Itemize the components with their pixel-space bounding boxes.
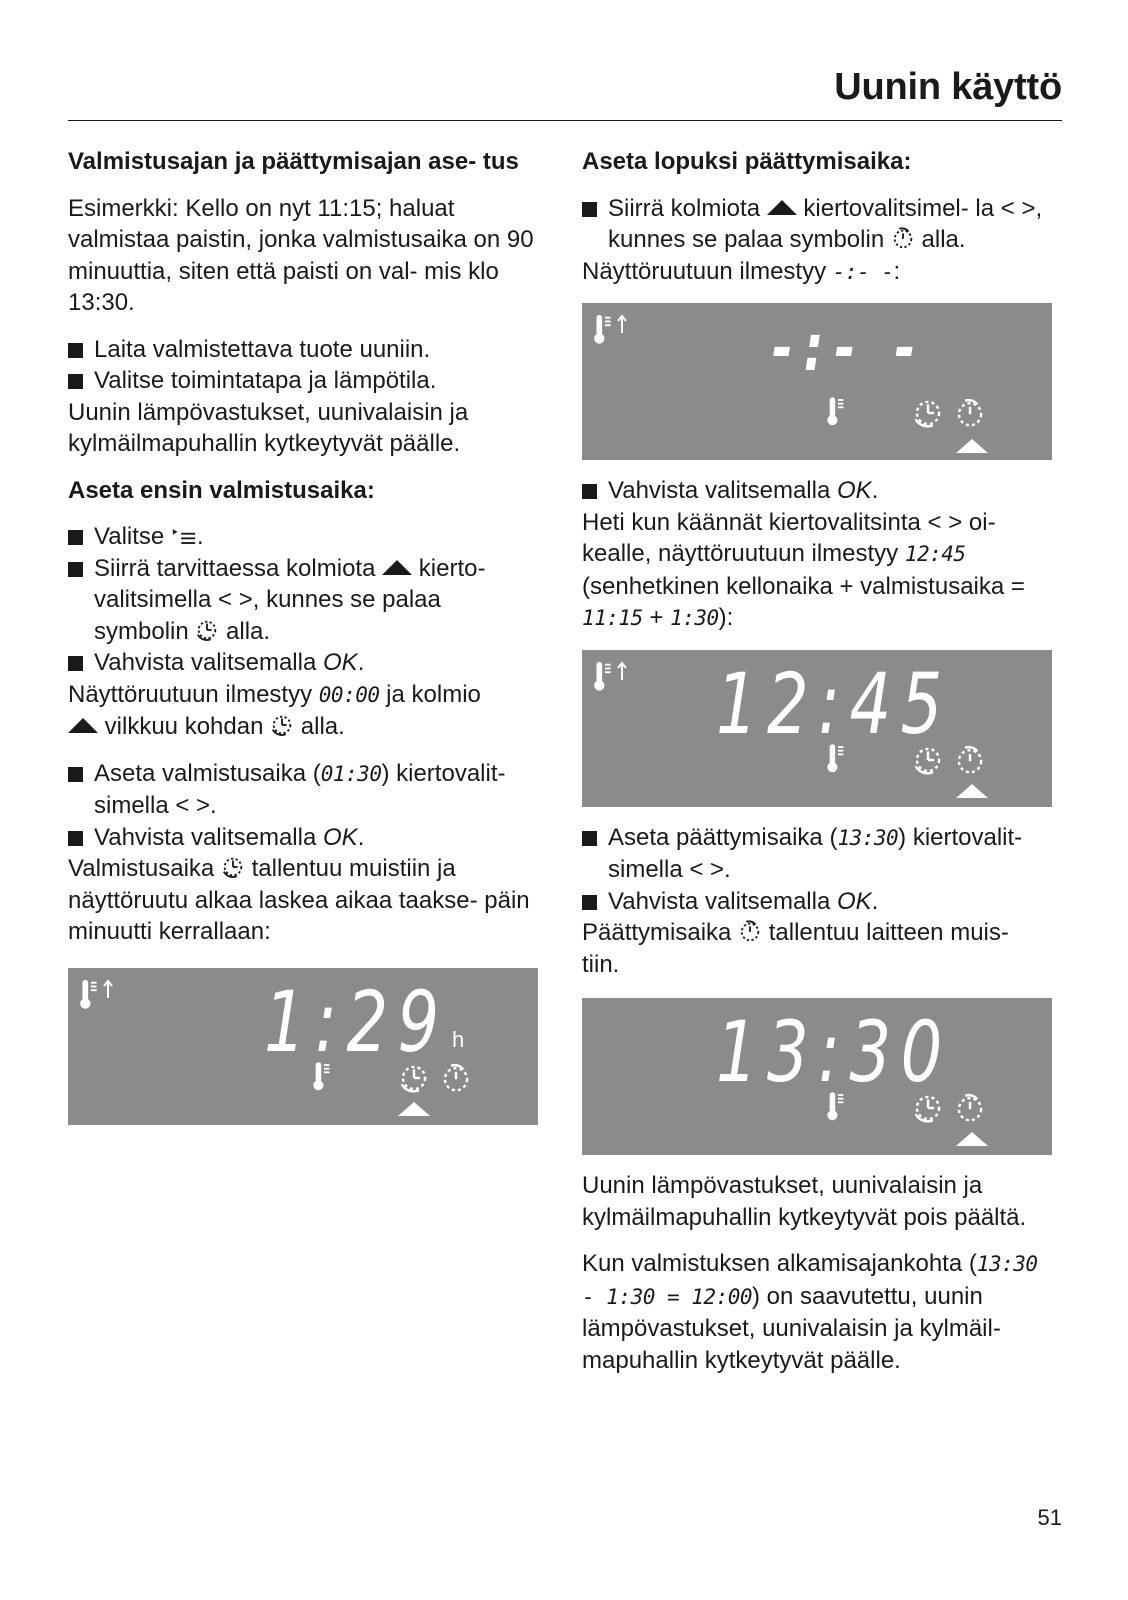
end-time-icon [738,919,762,943]
step-text: ) kiertovalit- simella < >. [608,823,1023,883]
step-text: Aseta päättymisaika ( [608,823,838,851]
display-digits: 12:45 [716,654,952,753]
example-paragraph: Esimerkki: Kello on nyt 11:15; haluat valmistaa paistin, jonka valmistusaika on 90 minuuttia, siten että paisti on val- mis klo 13:30. [68,194,534,316]
step-bullet [582,822,1052,886]
step-bullet [68,365,538,397]
heat-up-icon [592,660,628,692]
step-bullet [68,822,538,854]
triangle-icon [68,718,98,733]
info-paragraph [582,507,1052,635]
info-paragraph: Uunin lämpövastukset, uunivalaisin ja kylmäilmapuhallin kytkeytyvät päälle. [68,398,469,457]
right-column [582,146,1052,1391]
display-digits: 13:30 [716,1003,952,1101]
oven-display [68,968,538,1125]
step-text: . [357,649,365,676]
duration-icon [912,1092,944,1124]
subheading: Aseta ensin valmistusaika: [68,476,375,504]
step-text: Siirrä tarvittaessa kolmiota [94,554,376,582]
triangle-icon [382,560,412,575]
info-text: Heti kun käännät kiertovalitsinta < > oi- kealle, näyttöruutuun ilmestyy [582,508,996,567]
display-value: 01:30 [320,761,382,786]
display-triangle-icon [956,439,988,453]
step-text: . [871,887,879,915]
step-text: Vahvista valitsemalla [94,649,317,676]
ok-label: OK [837,887,872,915]
info-text: ): [718,604,734,631]
step-bullet [68,334,538,366]
info-paragraph [68,679,538,743]
page-number: 51 [1037,1505,1062,1530]
display-value: 11:15 [582,606,643,630]
step-bullet [68,553,538,648]
display-unit: h [452,1026,465,1052]
page-title: Uunin käyttö [834,66,1062,108]
duration-icon [270,713,294,737]
thermometer-icon [826,395,848,427]
ok-label: OK [323,823,358,851]
step-text: Vahvista valitsemalla [608,887,831,915]
duration-icon [221,855,245,879]
display-triangle-icon [398,1102,430,1116]
duration-icon [398,1062,430,1094]
display-digits: -:- - [772,312,927,386]
info-text: vilkkuu kohdan [104,713,264,740]
duration-icon [912,397,944,429]
page-header [68,62,1062,121]
step-text: Valitse toimintatapa ja lämpötila. [94,367,437,394]
left-column [68,146,538,1140]
info-paragraph [582,1248,1052,1376]
ok-label: OK [323,649,358,676]
step-text: . [357,823,365,851]
info-text: + [649,604,664,631]
step-text: Vahvista valitsemalla [608,477,831,504]
display-digits: 1:29 [264,972,449,1071]
display-triangle-icon [956,784,988,798]
info-text: Näyttöruutuun ilmestyy [582,257,827,285]
info-text: tallentuu muistiin ja näyttöruutu alkaa laskea aikaa taakse- päin minuutti kerrallaan: [68,855,530,945]
oven-display [582,650,1052,807]
thermometer-icon [312,1060,334,1092]
duration-icon [912,744,944,776]
end-time-icon [954,744,986,776]
menu-icon [171,526,197,547]
info-text: tallentuu laitteen muis- tiin. [582,919,1009,978]
heat-up-icon [592,313,628,345]
thermometer-icon [826,742,848,774]
info-text: ) on saavutettu, uunin lämpövastukset, uunivalaisin ja kylmäil- mapuhallin kytkeytyvät päälle. [582,1282,1001,1374]
step-text: ) kiertovalit- simella < >. [94,759,506,819]
step-bullet [582,475,1052,507]
step-text: alla. [226,617,271,645]
info-text: ja kolmio [386,680,481,708]
display-value: -:- - [832,259,894,284]
duration-icon [195,618,219,642]
step-bullet [582,886,1052,918]
display-value: 00:00 [318,682,380,707]
info-text: Kun valmistuksen alkamisajankohta ( [582,1250,977,1277]
step-text: alla. [921,226,966,253]
info-text: : [893,257,901,285]
heat-up-icon [78,978,114,1010]
section-heading: Valmistusajan ja päättymisajan ase- tus [68,148,519,175]
info-text: Päättymisaika [582,919,732,946]
end-time-icon [891,226,915,250]
info-paragraph [582,917,1052,980]
step-bullet [68,758,538,822]
step-text: Siirrä kolmiota [608,194,761,222]
info-text: Näyttöruutuun ilmestyy [68,680,313,708]
display-triangle-icon [956,1132,988,1146]
info-text: Valmistusaika [68,855,215,882]
info-text: alla. [300,713,345,740]
step-text: . [871,477,879,504]
display-value: 12:45 [904,542,966,566]
step-text: Vahvista valitsemalla [94,823,317,851]
step-text: kierto- valitsimella < >, kunnes se palaa symbolin [94,554,486,645]
thermometer-icon [826,1090,848,1122]
triangle-icon [767,200,797,215]
info-paragraph [68,853,538,948]
step-bullet [68,647,538,679]
display-value: 13:30 [837,825,899,850]
end-time-icon [440,1062,472,1094]
display-value: 13:30 - 1:30 = 12:00 [582,1252,1038,1309]
oven-display [582,303,1052,460]
info-paragraph: Uunin lämpövastukset, uunivalaisin ja kylmäilmapuhallin kytkeytyvät pois päältä. [582,1172,1027,1231]
info-text: (senhetkinen kellonaika + valmistusaika = [582,572,1025,600]
display-value: 1:30 [670,606,719,630]
step-bullet [68,521,538,553]
step-text: . [196,523,204,550]
step-text: kiertovalitsimel- la < >, kunnes se palaa symbolin [608,194,1043,253]
end-time-icon [954,397,986,429]
step-text: Valitse [94,523,165,550]
step-text: Laita valmistettava tuote uuniin. [94,335,431,363]
oven-display [582,998,1052,1155]
step-bullet [582,193,1052,256]
ok-label: OK [837,477,872,504]
info-paragraph [582,256,1052,289]
step-text: Aseta valmistusaika ( [94,759,321,787]
subheading: Aseta lopuksi päättymisaika: [582,148,912,175]
end-time-icon [954,1092,986,1124]
